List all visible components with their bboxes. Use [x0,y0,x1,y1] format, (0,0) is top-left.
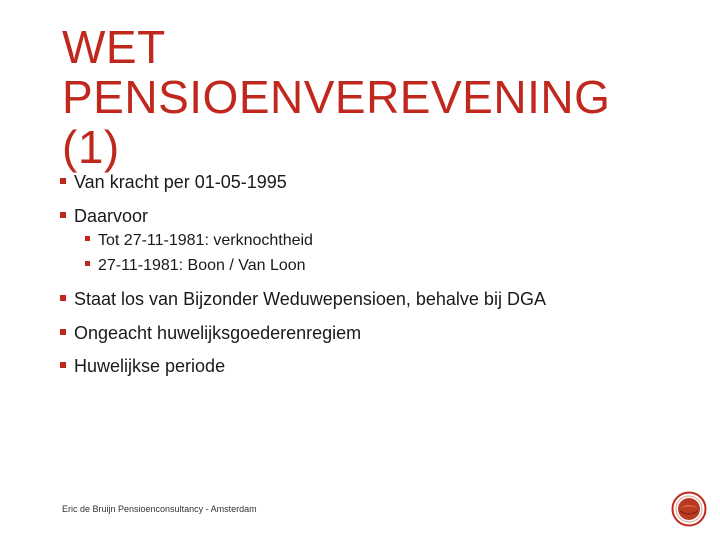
bullet-item [60,354,225,378]
circular-emblem-icon [671,491,707,527]
bullet-text: 27-11-1981: Boon / Van Loon [98,257,306,274]
bullet-text: Daarvoor [74,206,149,226]
bullet-marker-icon [60,212,66,218]
bullet-text: Huwelijkse periode [74,356,226,376]
bullet-marker-icon [60,362,66,368]
bullet-item [60,287,546,311]
bullet-marker-icon [85,236,90,241]
sub-bullet-item [85,230,313,252]
bullet-marker-icon [85,261,90,266]
bullet-text: Tot 27-11-1981: verknochtheid [98,232,313,249]
bullet-item [60,321,361,345]
bullet-text: Ongeacht huwelijksgoederenregiem [74,323,362,343]
bullet-marker-icon [60,178,66,184]
bullet-text: Van kracht per 01-05-1995 [74,172,287,192]
sub-bullet-item [85,255,306,277]
slide-footer: Eric de Bruijn Pensioenconsultancy - Amsterdam [62,504,257,514]
title-line-1: WET [62,21,166,73]
bullet-text: Staat los van Bijzonder Weduwepensioen, behalve bij DGA [74,289,546,309]
bullet-marker-icon [60,295,66,301]
bullet-item [60,204,148,228]
bullet-marker-icon [60,329,66,335]
bullet-item [60,170,287,194]
slide-title [62,22,702,172]
title-line-2: PENSIOENVEREVENING [62,71,611,123]
title-line-3: (1) [62,121,120,173]
